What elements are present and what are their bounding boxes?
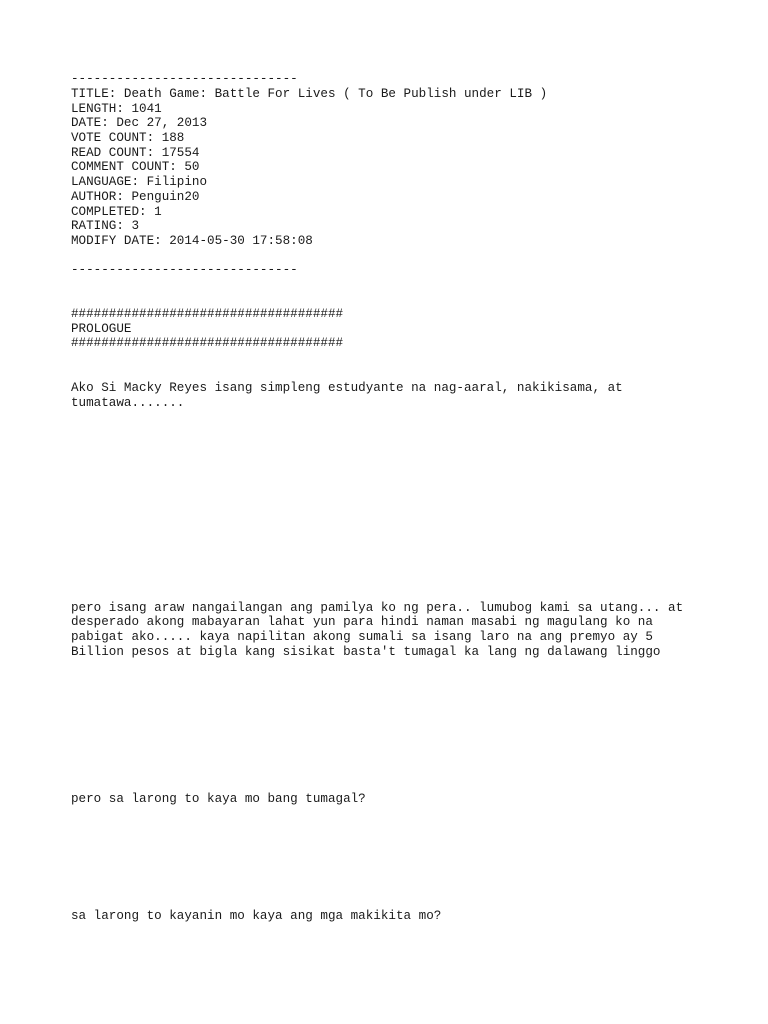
meta-language: LANGUAGE: Filipino bbox=[71, 175, 208, 189]
paragraph-line: sa larong to kayanin mo kaya ang mga makikita mo? bbox=[71, 908, 442, 923]
meta-modify-date: MODIFY DATE: 2014-05-30 17:58:08 bbox=[71, 233, 313, 248]
paragraph-line: pero sa larong to kaya mo bang tumagal? bbox=[71, 791, 366, 806]
meta-comment-count: COMMENT COUNT: 50 bbox=[71, 160, 200, 174]
paragraph-line: pabigat ako..... kaya napilitan akong sumali sa isang laro na ang premyo ay 5 bbox=[71, 629, 653, 644]
section-title: PROLOGUE bbox=[71, 321, 132, 336]
paragraph-line: Billion pesos at bigla kang sisikat basta't tumagal ka lang ng dalawang linggo bbox=[71, 644, 661, 659]
meta-vote-count: VOTE COUNT: 188 bbox=[71, 131, 185, 145]
meta-author: AUTHOR: Penguin20 bbox=[71, 189, 200, 204]
hash-line-top: #################################### bbox=[71, 307, 344, 321]
paragraph-line: tumatawa....... bbox=[71, 395, 185, 410]
separator-line-top: ------------------------------ bbox=[71, 72, 298, 86]
separator-line-bottom: ------------------------------ bbox=[71, 263, 298, 277]
paragraph-line: pero isang araw nangailangan ang pamilya ko ng pera.. lumubog kami sa utang... at bbox=[71, 600, 684, 615]
meta-read-count: READ COUNT: 17554 bbox=[71, 145, 200, 160]
meta-title: TITLE: Death Game: Battle For Lives ( To Be Publish under LIB ) bbox=[71, 87, 548, 101]
hash-line-bottom: #################################### bbox=[71, 336, 344, 350]
paragraph-line: desperado akong mabayaran lahat yun para hindi naman masabi ng magulang ko na bbox=[71, 615, 653, 629]
meta-date: DATE: Dec 27, 2013 bbox=[71, 116, 208, 130]
meta-length: LENGTH: 1041 bbox=[71, 101, 162, 116]
paragraph-line: Ako Si Macky Reyes isang simpleng estudyante na nag-aaral, nakikisama, at bbox=[71, 380, 623, 395]
meta-rating: RATING: 3 bbox=[71, 219, 140, 233]
meta-completed: COMPLETED: 1 bbox=[71, 204, 162, 219]
